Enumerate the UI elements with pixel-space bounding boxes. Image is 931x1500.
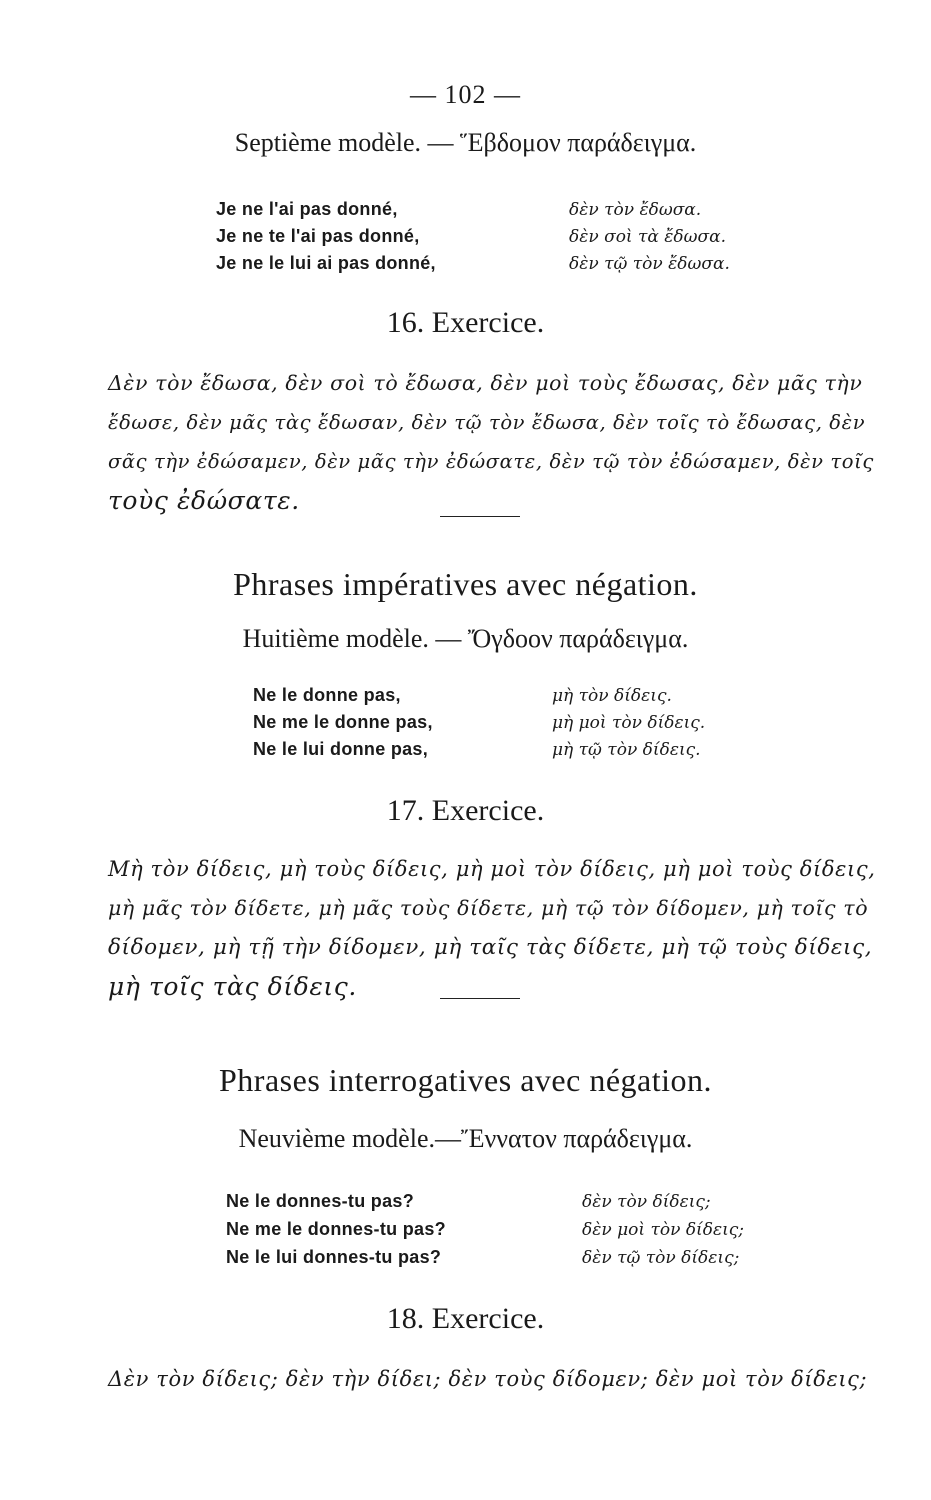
exercise-line: Δὲν τὸν ἔδωσα, δὲν σοὶ τὸ ἔδωσα, δὲν μοὶ τοὺς ἔδωσας, δὲν μᾶς τὴν — [108, 371, 863, 395]
example-gr: δὲν τῷ τὸν ἔδωσα. — [569, 254, 730, 274]
model-title-neuvieme: Neuvième modèle.—Ἔννατον παράδειγμα. — [238, 1124, 693, 1153]
exercise-text-16 — [108, 364, 878, 520]
exercise-title-16: 16. Exercice. — [386, 306, 545, 339]
example-fr: Ne me le donnes-tu pas? — [226, 1219, 446, 1239]
exercise-line: ἔδωσε, δὲν μᾶς τὰς ἔδωσαν, δὲν τῷ τὸν ἔδωσα, δὲν τοῖς τὸ ἔδωσας, δὲν — [108, 411, 866, 434]
exercise-line: δίδομεν, μὴ τῇ τὴν δίδομεν, μὴ ταῖς τὰς δίδετε, μὴ τῷ τοὺς δίδεις, — [108, 935, 873, 960]
example-fr: Je ne le lui ai pas donné, — [216, 253, 436, 273]
section-divider — [440, 516, 520, 517]
exercise-text-17 — [108, 850, 878, 1006]
example-gr: μὴ μοὶ τὸν δίδεις. — [552, 713, 706, 733]
exercise-line: σᾶς τὴν ἐδώσαμεν, δὲν μᾶς τὴν ἐδώσατε, δὲν τῷ τὸν ἐδώσαμεν, δὲν τοῖς — [108, 450, 874, 473]
exercise-line: μὴ τοῖς τὰς δίδεις. — [108, 972, 357, 1001]
example-gr: δὲν σοὶ τὰ ἔδωσα. — [569, 227, 727, 247]
example-fr: Je ne l'ai pas donné, — [216, 199, 398, 219]
example-fr: Ne me le donne pas, — [253, 712, 433, 732]
exercise-line: Δὲν τὸν δίδεις; δὲν τὴν δίδει; δὲν τοὺς δίδομεν; δὲν μοὶ τὸν δίδεις; — [108, 1367, 868, 1391]
exercise-line: Μὴ τὸν δίδεις, μὴ τοὺς δίδεις, μὴ μοὶ τὸν δίδεις, μὴ μοὶ τοὺς δίδεις, — [108, 857, 876, 881]
example-gr: δὲν τῷ τὸν δίδεις; — [582, 1248, 740, 1268]
example-gr: μὴ τὸν δίδεις. — [552, 686, 672, 706]
example-gr: δὲν τὸν δίδεις; — [582, 1192, 711, 1212]
exercise-line: μὴ μᾶς τὸν δίδετε, μὴ μᾶς τοὺς δίδετε, μὴ τῷ τὸν δίδομεν, μὴ τοῖς τὸ — [108, 896, 869, 920]
exercise-title-18: 18. Exercice. — [386, 1302, 545, 1335]
example-fr: Ne le lui donnes-tu pas? — [226, 1247, 442, 1267]
section-divider — [440, 998, 520, 999]
exercise-line: τοὺς ἐδώσατε. — [108, 486, 300, 515]
model-title-septieme: Septième modèle. — Ἕβδομον παράδειγμα. — [234, 128, 697, 157]
example-fr: Je ne te l'ai pas donné, — [216, 226, 420, 246]
example-fr: Ne le donnes-tu pas? — [226, 1191, 415, 1211]
example-gr: δὲν μοὶ τὸν δίδεις; — [582, 1220, 744, 1240]
section-title-imperatives: Phrases impératives avec négation. — [233, 566, 698, 602]
exercise-text-18 — [108, 1360, 878, 1399]
example-fr: Ne le donne pas, — [253, 685, 401, 705]
page-number: — 102 — — [410, 80, 521, 109]
model-title-huitieme: Huitième modèle. — Ὄγδοον παράδειγμα. — [242, 624, 689, 653]
section-title-interrogatives: Phrases interrogatives avec négation. — [219, 1062, 712, 1098]
example-fr: Ne le lui donne pas, — [253, 739, 429, 759]
example-gr: δὲν τὸν ἔδωσα. — [569, 200, 702, 220]
exercise-title-17: 17. Exercice. — [386, 794, 545, 827]
example-gr: μὴ τῷ τὸν δίδεις. — [552, 740, 701, 760]
